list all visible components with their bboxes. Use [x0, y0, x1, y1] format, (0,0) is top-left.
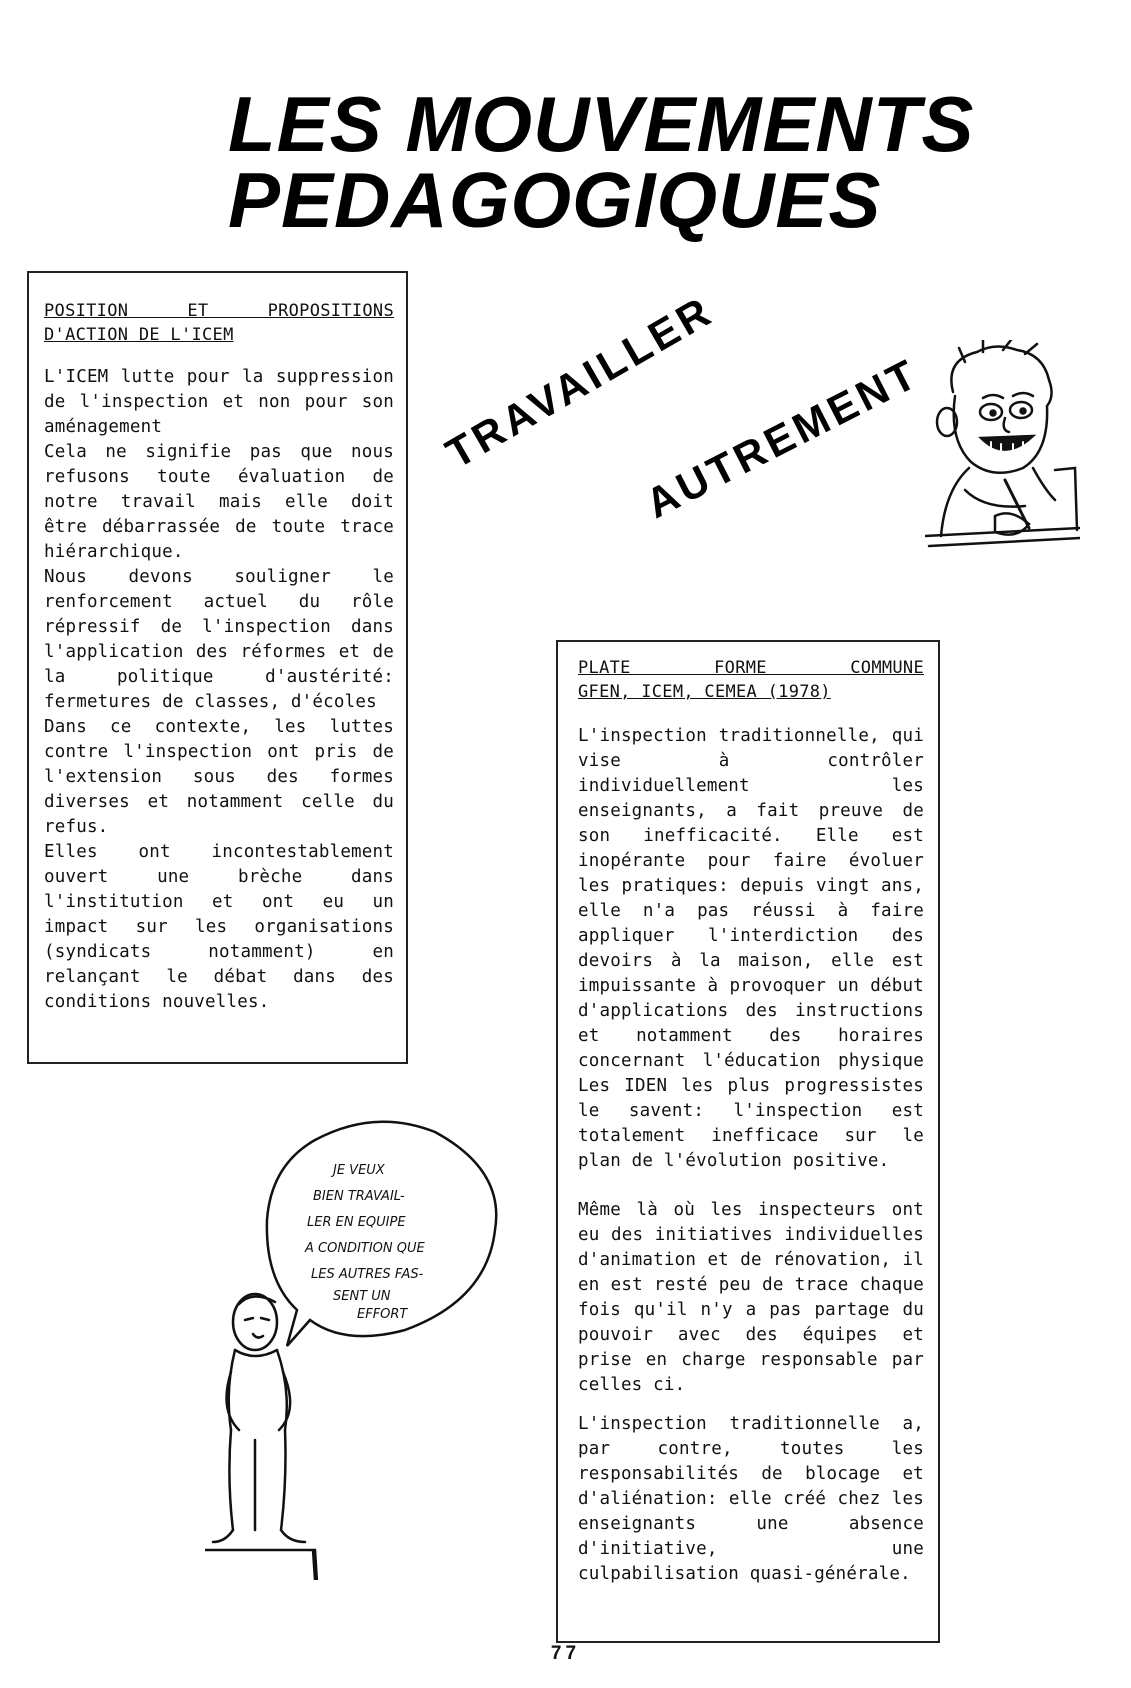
icem-paragraph-5: Elles ont incontestablement ouvert une brèche dans l'institution et ont eu un impact sur les organisations (syndicats notamment) en relançant le débat dans des conditions nouvelles. — [44, 842, 394, 1012]
page-title — [228, 80, 1028, 244]
man-speech-bubble-illustration — [205, 1110, 505, 1580]
speech-line-3: LER EN EQUIPE — [307, 1215, 406, 1230]
plateforme-paragraph-3: L'inspection traditionnelle a, par contre, toutes les responsabilités de blocage et d'aliénation: elle créé chez les enseignants une absence d'initiative, une culpabilisation quasi-générale. — [578, 1414, 924, 1584]
speech-line-4: A CONDITION QUE — [305, 1241, 425, 1256]
icem-position-box — [27, 271, 408, 1064]
title-line-1: LES MOUVEMENTS — [228, 80, 975, 168]
icem-paragraph-2: Cela ne signifie pas que nous refusons toute évaluation de notre travail mais elle doit être débarrassée de toute trace hiérarchique. — [44, 442, 394, 562]
icem-paragraph-4: Dans ce contexte, les luttes contre l'inspection ont pris de l'extension sous des formes diverses et notamment celle du refus. — [44, 717, 394, 837]
plateforme-commune-box — [556, 640, 940, 1643]
icem-paragraph-1: L'ICEM lutte pour la suppression de l'inspection et non pour son aménagement — [44, 367, 394, 437]
plateforme-box-heading — [578, 656, 924, 704]
plateforme-paragraph-1: L'inspection traditionnelle, qui vise à contrôler individuellement les enseignants, a fait preuve de son inefficacité. Elle est inopérante pour faire évoluer les pratiques: depuis vingt ans, elle n'a pas réussi à faire appliquer l'interdiction des devoirs à la maison, elle est impuissante à provoquer un début d'applications des instructions et notamment des horaires concernant l'éducation physique Les IDEN les plus progressistes le savent: l'inspection est totalement inefficace sur le plan de l'évolution positive. — [578, 726, 924, 1171]
speech-bubble-text — [304, 1163, 426, 1322]
icem-box-heading — [44, 299, 394, 347]
plateforme-paragraph-2: Même là où les inspecteurs ont eu des initiatives individuelles d'animation et de rénovation, il en est resté peu de trace chaque fois qu'il n'y a pas partage du pouvoir avec des équipes et prise en charge responsable par celles ci. — [578, 1200, 924, 1395]
writing-boy-illustration — [925, 340, 1080, 550]
speech-line-6: SENT UN — [333, 1289, 391, 1304]
plateforme-heading-line-2: GFEN, ICEM, CEMEA (1978) — [578, 682, 831, 702]
stamp-word-travailler: TRAVAILLER — [438, 286, 722, 478]
speech-line-1: JE VEUX — [333, 1163, 385, 1178]
speech-line-2: BIEN TRAVAIL- — [313, 1189, 405, 1204]
page-number: 77 — [550, 1643, 581, 1664]
speech-line-5: LES AUTRES FAS- — [311, 1267, 424, 1282]
speech-line-7: EFFORT — [357, 1307, 408, 1322]
icem-paragraph-3: Nous devons souligner le renforcement actuel du rôle répressif de l'inspection dans l'application des réformes et de la politique d'austérité: fermetures de classes, d'écoles — [44, 567, 394, 712]
stamp-word-autrement: AUTREMENT — [638, 349, 927, 528]
plateforme-heading-line-1: PLATE FORME COMMUNE — [578, 658, 924, 678]
title-line-2: PEDAGOGIQUES — [228, 156, 882, 244]
icem-heading-line-2: D'ACTION DE L'ICEM — [44, 325, 234, 345]
icem-heading-line-1: POSITION ET PROPOSITIONS — [44, 301, 394, 321]
